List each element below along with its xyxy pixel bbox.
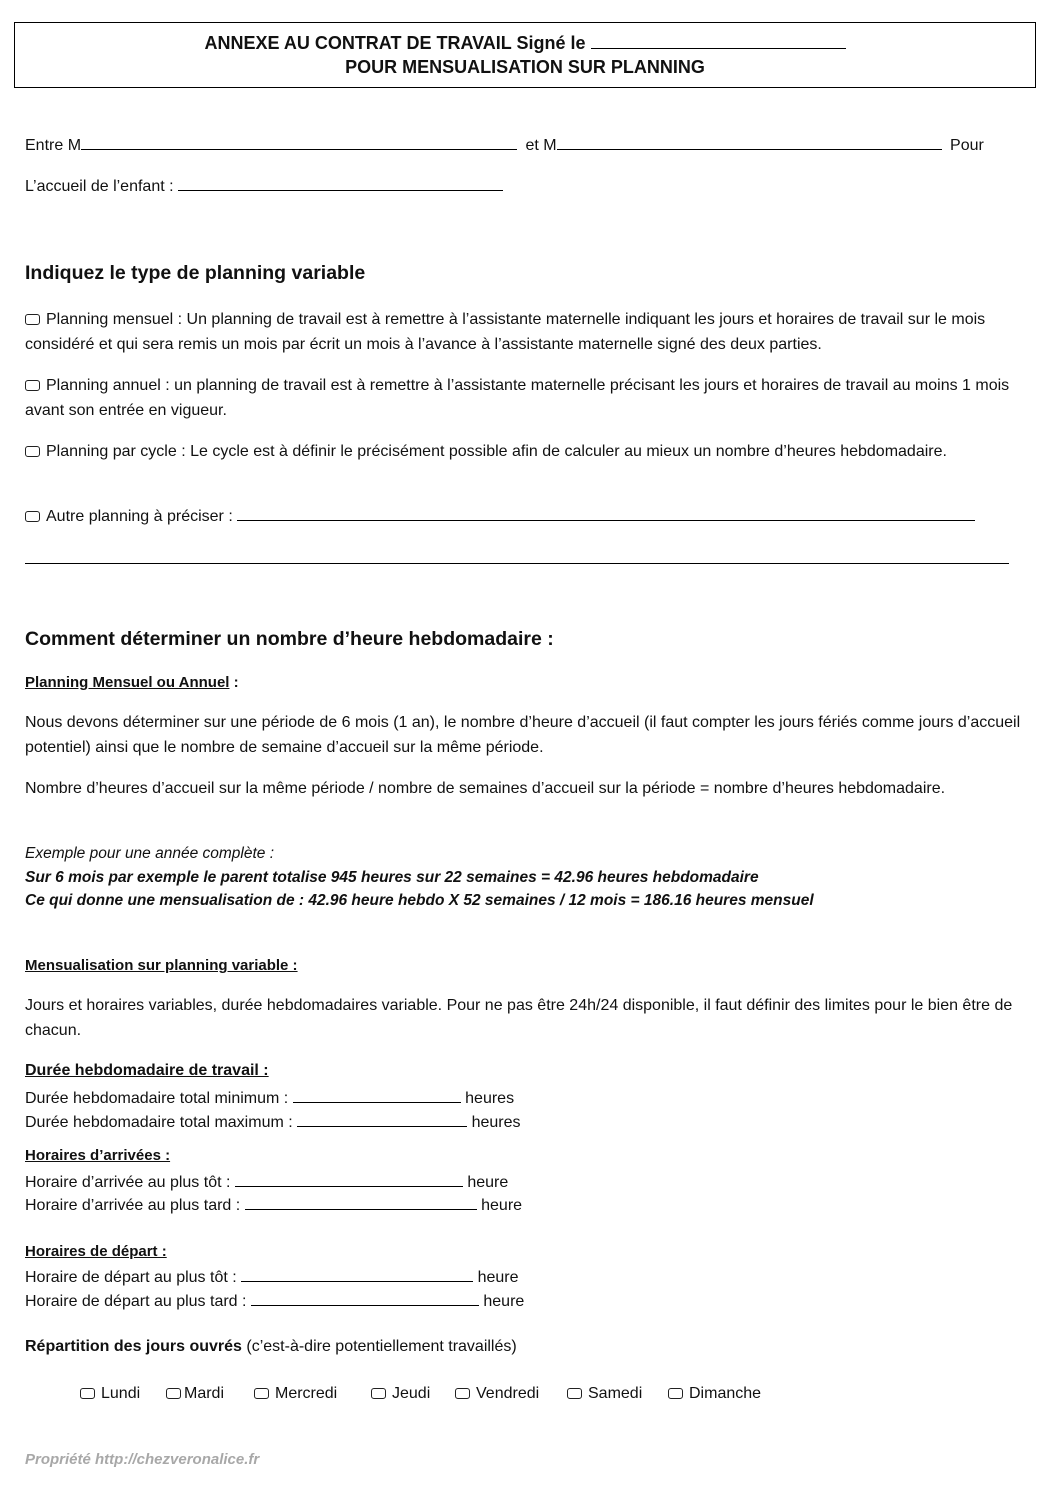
depart-tard-line: Horaire de départ au plus tard : heure <box>25 1290 524 1311</box>
assistant-name-field[interactable] <box>557 134 942 150</box>
duree-min-field[interactable] <box>293 1087 461 1103</box>
depart-tot-field[interactable] <box>241 1266 473 1282</box>
child-name-field[interactable] <box>178 175 503 191</box>
other-planning-field-line2[interactable] <box>25 563 1009 564</box>
document-title-box <box>14 22 1036 88</box>
example-line-1: Sur 6 mois par exemple le parent totalise 945 heures sur 22 semaines = 42.96 heures hebdomadaire <box>25 869 759 886</box>
checkbox-annual[interactable] <box>25 380 40 391</box>
other-planning-field[interactable] <box>237 505 975 521</box>
option-annual: Planning annuel : un planning de travail est à remettre à l’assistante maternelle précisant les jours et horaires de travail au moins 1 mois avant son entrée en vigueur. <box>25 377 1010 419</box>
title-line-2: POUR MENSUALISATION SUR PLANNING <box>345 57 705 77</box>
depart-heading: Horaires de départ : <box>25 1243 167 1260</box>
signature-date-field[interactable] <box>591 33 846 49</box>
determine-heading: Comment déterminer un nombre d’heure hebdomadaire : <box>25 628 554 650</box>
duree-min-line: Durée hebdomadaire total minimum : heures <box>25 1087 514 1108</box>
day-mardi[interactable]: Mardi <box>166 1385 224 1403</box>
parties-line: Entre M et M Pour <box>25 134 984 155</box>
checkbox-other[interactable] <box>25 511 40 522</box>
arrivee-tard-field[interactable] <box>245 1194 477 1210</box>
checkbox-cycle[interactable] <box>25 446 40 457</box>
option-cycle: Planning par cycle : Le cycle est à définir le précisément possible afin de calculer au mieux un nombre d’heures hebdomadaire. <box>25 439 1025 464</box>
day-vendredi[interactable]: Vendredi <box>455 1385 539 1403</box>
footer-ownership: Propriété http://chezveronalice.fr <box>25 1451 260 1468</box>
day-jeudi[interactable]: Jeudi <box>371 1385 430 1403</box>
checkbox-dimanche[interactable] <box>668 1388 683 1399</box>
checkbox-lundi[interactable] <box>80 1388 95 1399</box>
example-intro: Exemple pour une année complète : <box>25 845 275 862</box>
day-lundi[interactable]: Lundi <box>80 1385 140 1403</box>
duree-heading: Durée hebdomadaire de travail : <box>25 1062 269 1079</box>
checkbox-vendredi[interactable] <box>455 1388 470 1399</box>
planning-type-heading: Indiquez le type de planning variable <box>25 262 366 284</box>
jours-heading: Répartition des jours ouvrés (c’est-à-dire potentiellement travaillés) <box>25 1338 517 1355</box>
checkbox-mercredi[interactable] <box>254 1388 269 1399</box>
employer-name-field[interactable] <box>81 134 517 150</box>
arrivee-tot-field[interactable] <box>235 1171 463 1187</box>
depart-tard-field[interactable] <box>251 1290 479 1306</box>
paragraph-period: Nous devons déterminer sur une période de 6 mois (1 an), le nombre d’heure d’accueil (il faut compter les jours fériés comme jours d’accueil potentiel) ainsi que le nombre de semaine d’accueil sur la même période. <box>25 714 1021 756</box>
depart-tot-line: Horaire de départ au plus tôt : heure <box>25 1266 519 1287</box>
child-line: L’accueil de l’enfant : <box>25 175 503 196</box>
duree-max-field[interactable] <box>297 1111 467 1127</box>
duree-max-line: Durée hebdomadaire total maximum : heures <box>25 1111 521 1132</box>
day-dimanche[interactable]: Dimanche <box>668 1385 761 1403</box>
checkbox-samedi[interactable] <box>567 1388 582 1399</box>
checkbox-monthly[interactable] <box>25 314 40 325</box>
paragraph-formula: Nombre d’heures d’accueil sur la même période / nombre de semaines d’accueil sur la période = nombre d’heures hebdomadaire. <box>25 780 946 797</box>
arrivee-tard-line: Horaire d’arrivée au plus tard : heure <box>25 1194 522 1215</box>
arrivee-heading: Horaires d’arrivées : <box>25 1147 171 1164</box>
option-other: Autre planning à préciser : <box>25 505 975 526</box>
checkbox-jeudi[interactable] <box>371 1388 386 1399</box>
checkbox-mardi[interactable] <box>166 1388 181 1399</box>
subheading-variable: Mensualisation sur planning variable : <box>25 957 298 974</box>
example-line-2: Ce qui donne une mensualisation de : 42.96 heure hebdo X 52 semaines / 12 mois = 186.16 heures mensuel <box>25 892 814 909</box>
title-line-1: ANNEXE AU CONTRAT DE TRAVAIL Signé le <box>15 31 1035 55</box>
subheading-monthly-annual: Planning Mensuel ou Annuel : <box>25 674 239 691</box>
paragraph-variable: Jours et horaires variables, durée hebdomadaires variable. Pour ne pas être 24h/24 disponible, il faut définir des limites pour le bien être de chacun. <box>25 997 1013 1039</box>
day-mercredi[interactable]: Mercredi <box>254 1385 337 1403</box>
arrivee-tot-line: Horaire d’arrivée au plus tôt : heure <box>25 1171 508 1192</box>
option-monthly: Planning mensuel : Un planning de travail est à remettre à l’assistante maternelle indiquant les jours et horaires de travail sur le mois considéré et qui sera remis un mois par écrit un mois à l’avance à l’assistante maternelle signé des deux parties. <box>25 311 986 353</box>
day-samedi[interactable]: Samedi <box>567 1385 642 1403</box>
